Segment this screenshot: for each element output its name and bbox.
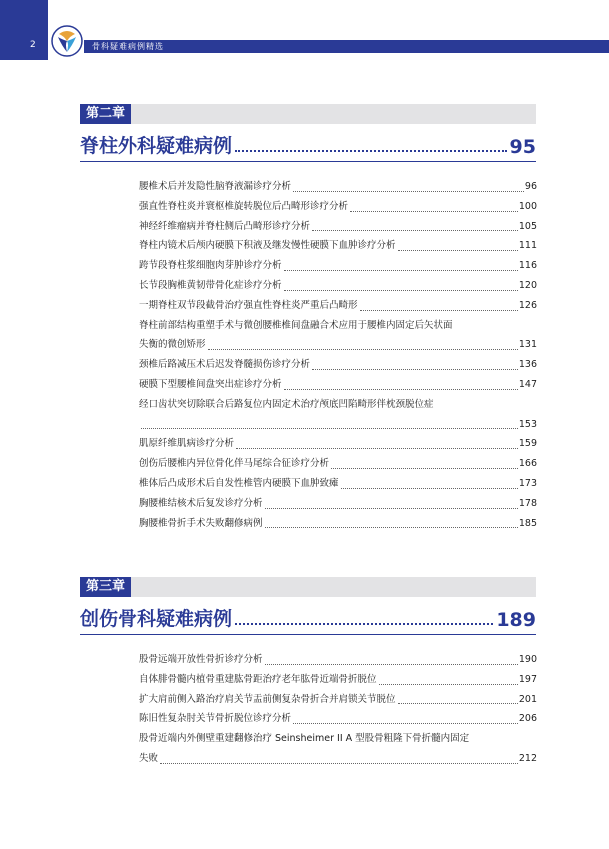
toc-entry-title: 胸腰椎骨折手术失败翻修病例 bbox=[139, 517, 263, 529]
toc-entry-page: 153 bbox=[518, 418, 537, 430]
chapter-label: 第二章 bbox=[80, 104, 131, 124]
chapter-band bbox=[80, 104, 536, 124]
toc-entry[interactable] bbox=[139, 650, 537, 670]
toc-entry[interactable] bbox=[139, 316, 537, 356]
leader-dots bbox=[284, 270, 518, 271]
toc-entry[interactable] bbox=[139, 177, 537, 197]
toc-entry-page: 147 bbox=[518, 378, 537, 390]
leader-dots bbox=[284, 290, 518, 291]
leader-dots bbox=[398, 703, 518, 704]
toc-entry-page: 105 bbox=[518, 220, 537, 232]
toc-entry[interactable] bbox=[139, 514, 537, 534]
toc-entry-title: 颈椎后路减压术后迟发脊髓损伤诊疗分析 bbox=[139, 359, 311, 371]
toc-entry-page: 159 bbox=[518, 438, 537, 450]
toc-entry-page: 190 bbox=[518, 654, 537, 665]
leader-dots bbox=[312, 369, 518, 370]
toc-entry[interactable] bbox=[139, 709, 537, 729]
toc-entry[interactable] bbox=[139, 375, 537, 395]
chapter-title-row bbox=[80, 128, 536, 158]
toc-entry-title: 创伤后腰椎内异位骨化伴马尾综合征诊疗分析 bbox=[139, 458, 330, 470]
chapter-label: 第三章 bbox=[80, 577, 131, 597]
chapter-rule bbox=[80, 161, 536, 162]
toc-entry-title: 股骨远端开放性骨折诊疗分析 bbox=[139, 654, 263, 665]
toc-entry-title: 椎体后凸成形术后自发性椎管内硬膜下血肿致瘫 bbox=[139, 477, 339, 489]
leader-dots bbox=[284, 389, 518, 390]
toc-entry[interactable] bbox=[139, 729, 537, 769]
toc-entry[interactable] bbox=[139, 296, 537, 316]
toc-entry-title: 一期脊柱双节段截骨治疗强直性脊柱炎严重后凸畸形 bbox=[139, 299, 358, 311]
toc-entry-page: 178 bbox=[518, 497, 537, 509]
leader-dots bbox=[236, 448, 518, 449]
chapter-title-row bbox=[80, 601, 536, 631]
chapter-page: 189 bbox=[496, 609, 536, 631]
toc-entry[interactable] bbox=[139, 355, 537, 375]
leader-dots bbox=[160, 763, 518, 764]
toc-entry-title: 陈旧性复杂肘关节骨折脱位诊疗分析 bbox=[139, 713, 292, 725]
toc-entry-title-line1: 脊柱前部结构重塑手术与微创腰椎椎间盘融合术应用于腰椎内固定后矢状面 bbox=[139, 319, 453, 331]
chapter-title: 脊柱外科疑难病例 bbox=[80, 135, 233, 157]
toc-entry-title: 失衡的微创矫形 bbox=[139, 339, 206, 351]
page-number: 2 bbox=[30, 40, 36, 50]
leader-dots bbox=[208, 349, 518, 350]
toc-entry-page: 206 bbox=[518, 713, 537, 725]
spine-logo-icon bbox=[50, 24, 84, 58]
toc-entry[interactable] bbox=[139, 395, 537, 435]
running-title: 骨科疑难病例精选 bbox=[92, 42, 164, 51]
chapter-page: 95 bbox=[509, 136, 536, 158]
toc-entry[interactable] bbox=[139, 217, 537, 237]
leader-dots bbox=[235, 150, 507, 152]
toc-entry-page: 120 bbox=[518, 279, 537, 291]
toc-entry[interactable] bbox=[139, 494, 537, 514]
toc-entry-title: 肌原纤维肌病诊疗分析 bbox=[139, 438, 235, 450]
chapter-band bbox=[80, 577, 536, 597]
leader-dots bbox=[398, 250, 518, 251]
leader-dots bbox=[265, 508, 518, 509]
toc-entry-title: 失败 bbox=[139, 752, 159, 764]
toc-entry-title: 神经纤维瘤病并脊柱侧后凸畸形诊疗分析 bbox=[139, 220, 311, 232]
chapter-rule bbox=[80, 634, 536, 635]
chapter-title: 创伤骨科疑难病例 bbox=[80, 608, 233, 630]
toc-entry-title: 硬膜下型腰椎间盘突出症诊疗分析 bbox=[139, 378, 282, 390]
toc-entry[interactable] bbox=[139, 236, 537, 256]
leader-dots bbox=[265, 664, 518, 665]
leader-dots bbox=[341, 488, 518, 489]
toc-entry-page: 212 bbox=[518, 752, 537, 764]
toc-entry-page: 111 bbox=[518, 240, 537, 252]
toc-list-chapter-3 bbox=[139, 650, 537, 769]
toc-entry-title: 长节段胸椎黄韧带骨化症诊疗分析 bbox=[139, 279, 282, 291]
toc-entry-title-line1: 经口齿状突切除联合后路复位内固定术治疗颅底凹陷畸形伴枕颈脱位症 bbox=[139, 398, 434, 410]
toc-entry-title: 强直性脊柱炎并寰枢椎旋转脱位后凸畸形诊疗分析 bbox=[139, 200, 349, 212]
toc-entry-page: 166 bbox=[518, 458, 537, 470]
toc-list-chapter-2 bbox=[139, 177, 537, 533]
toc-entry-page: 201 bbox=[518, 693, 537, 705]
toc-entry[interactable] bbox=[139, 197, 537, 217]
toc-entry[interactable] bbox=[139, 256, 537, 276]
toc-entry-page: 100 bbox=[518, 200, 537, 212]
toc-entry-page: 131 bbox=[518, 339, 537, 351]
toc-entry-title: 胸腰椎结核术后复发诊疗分析 bbox=[139, 497, 263, 509]
toc-entry-title: 自体腓骨髓内植骨重建肱骨距治疗老年肱骨近端骨折脱位 bbox=[139, 673, 377, 685]
toc-entry-page: 197 bbox=[518, 673, 537, 685]
toc-entry-title: 扩大肩前侧入路治疗肩关节盂前侧复杂骨折合并肩锁关节脱位 bbox=[139, 693, 396, 705]
toc-entry-title: 腰椎术后并发隐性脑脊液漏诊疗分析 bbox=[139, 181, 292, 192]
leader-dots bbox=[293, 723, 518, 724]
toc-entry-page: 116 bbox=[518, 260, 537, 272]
toc-entry[interactable] bbox=[139, 670, 537, 690]
toc-entry-page: 96 bbox=[524, 181, 537, 192]
leader-dots bbox=[379, 684, 518, 685]
toc-entry-page: 136 bbox=[518, 359, 537, 371]
toc-entry[interactable] bbox=[139, 276, 537, 296]
toc-entry[interactable] bbox=[139, 454, 537, 474]
toc-entry-page: 185 bbox=[518, 517, 537, 529]
toc-entry[interactable] bbox=[139, 690, 537, 710]
toc-entry-page: 173 bbox=[518, 477, 537, 489]
leader-dots bbox=[312, 230, 518, 231]
toc-entry[interactable] bbox=[139, 434, 537, 454]
leader-dots bbox=[141, 428, 518, 429]
page-header bbox=[0, 0, 609, 60]
page-number-block bbox=[0, 0, 48, 60]
toc-entry-page: 126 bbox=[518, 299, 537, 311]
leader-dots bbox=[293, 191, 524, 192]
leader-dots bbox=[360, 310, 518, 311]
toc-entry[interactable] bbox=[139, 474, 537, 494]
leader-dots bbox=[235, 623, 493, 625]
leader-dots bbox=[265, 527, 518, 528]
toc-entry-title: 跨节段脊柱浆细胞肉芽肿诊疗分析 bbox=[139, 260, 282, 272]
leader-dots bbox=[350, 211, 518, 212]
toc-entry-title-line1: 股骨近端内外侧壁重建翻修治疗 Seinsheimer II A 型股骨粗隆下骨折髓内固定 bbox=[139, 733, 470, 745]
leader-dots bbox=[331, 468, 518, 469]
toc-entry-title: 脊柱内镜术后颅内硬膜下积液及继发慢性硬膜下血肿诊疗分析 bbox=[139, 240, 396, 252]
